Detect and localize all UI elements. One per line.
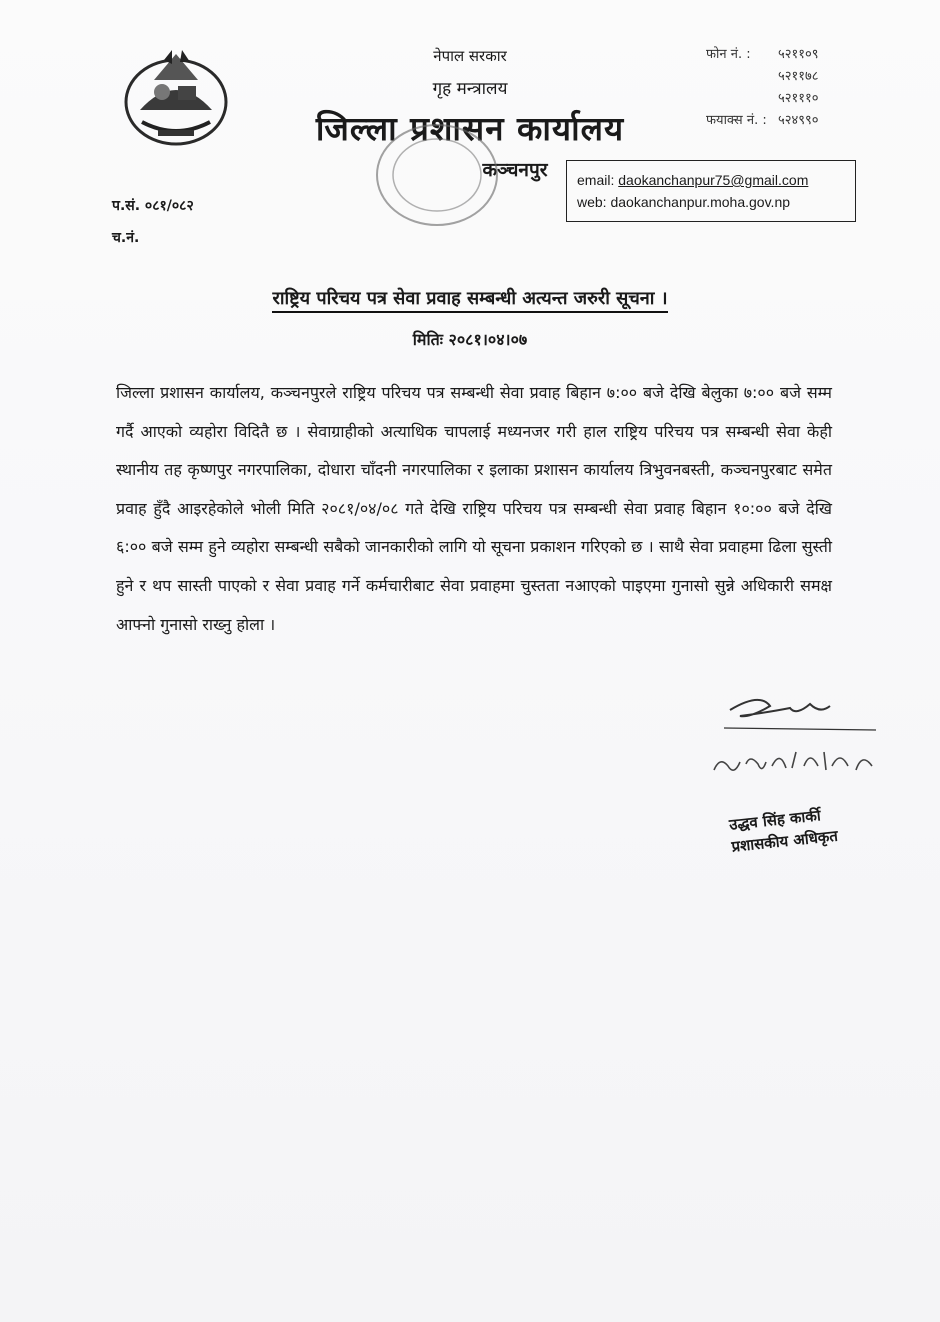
- email-link[interactable]: daokanchanpur75@gmail.com: [618, 172, 809, 188]
- web-label: web:: [577, 194, 607, 210]
- notice-body: जिल्ला प्रशासन कार्यालय, कञ्चनपुरले राष्ट्रिय परिचय पत्र सम्बन्धी सेवा प्रवाह बिहान ७:०० बजे देखि बेलुका ७:०० बजे सम्म गर्दै आएको व्यहोरा विदितै छ । सेवाग्राहीको अत्याधिक चापलाई मध्यनजर गरी हाल राष्ट्रिय परिचय पत्र सम्बन्धी सेवा केही स्थानीय तह कृष्णपुर नगरपालिका, दोधारा चाँदनी नगरपालिका र इलाका प्रशासन कार्यालय त्रिभुवनबस्ती, कञ्चनपुरबाट समेत प्रवाह हुँदै आइरहेकोले भोली मिति २०८१/०४/०८ गते देखि राष्ट्रिय परिचय पत्र सम्बन्धी सेवा प्रवाह बिहान १०:०० बजे देखि ६:०० बजे सम्म हुने व्यहोरा सम्बन्धी सबैको जानकारीको लागि यो सूचना प्रकाशन गरिएको छ । साथै सेवा प्रवाहमा ढिला सुस्ती हुने र थप सास्ती पाएको र सेवा प्रवाह गर्ने कर्मचारीबाट सेवा प्रवाहमा चुस्तता नआएको पाइएमा गुनासो सुन्ने अधिकारी समक्ष आफ्नो गुनासो राख्नु होला ।: [116, 383, 832, 634]
- government-name: नेपाल सरकार: [433, 47, 507, 65]
- district-name: कञ्चनपुर: [482, 159, 548, 181]
- email-label: email:: [577, 172, 615, 188]
- ministry-name: गृह मन्त्रालय: [432, 79, 508, 99]
- signatory-block: [728, 798, 882, 857]
- phone-fax-block: [706, 44, 856, 132]
- notice-title-text: राष्ट्रिय परिचय पत्र सेवा प्रवाह सम्बन्धी अत्यन्त जरुरी सूचना ।: [272, 288, 667, 313]
- office-name: जिल्ला प्रशासन कार्यालय: [315, 109, 625, 148]
- web-address: daokanchanpur.moha.gov.np: [610, 194, 791, 210]
- handwritten-signature: [700, 686, 890, 796]
- signatory-designation: प्रशासकीय अधिकृत: [730, 826, 839, 856]
- letter-number: प.सं. ०८१/०८२: [112, 198, 194, 214]
- fax-label: फयाक्स नं. :: [706, 113, 767, 128]
- nepal-emblem-logo: [120, 40, 232, 152]
- office-seal-stamp: [372, 120, 502, 230]
- signatory-name: उद्धव सिंह कार्की: [728, 806, 822, 834]
- notice-title: [100, 286, 840, 310]
- phone-number: ५२१११०: [778, 91, 819, 106]
- phone-label: फोन नं. :: [706, 47, 751, 62]
- fax-number: ५२४९९०: [778, 113, 819, 128]
- notice-date: मितिः २०८१।०४।०७: [412, 330, 528, 349]
- phone-number: ५२११०९: [778, 47, 819, 62]
- email-web-box: [566, 160, 856, 222]
- phone-number: ५२११७८: [778, 69, 819, 84]
- dispatch-number: च.नं.: [112, 230, 140, 246]
